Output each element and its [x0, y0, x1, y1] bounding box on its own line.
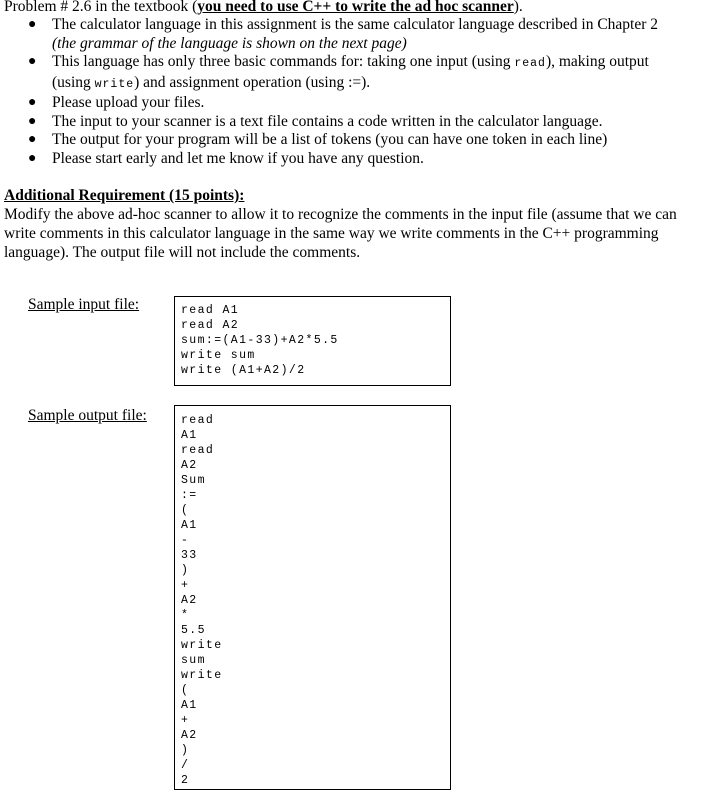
bullet-1-line-2: (the grammar of the language is shown on the next page): [52, 34, 407, 52]
token-line: A1: [181, 699, 198, 712]
token-line: A2: [181, 729, 198, 742]
problem-prefix: Problem # 2.6 in the textbook (: [4, 0, 198, 15]
token-line: :=: [181, 489, 198, 502]
list-item: ● Please start early and let me know if you have any question.: [28, 149, 424, 167]
write-keyword: write: [94, 77, 135, 91]
token-line: sum: [181, 654, 206, 667]
token-line: A2: [181, 459, 198, 472]
token-line: (: [181, 684, 190, 697]
input-line: read A2: [181, 319, 240, 332]
additional-requirement: [4, 186, 700, 262]
problem-heading: [4, 0, 523, 16]
token-line: A2: [181, 594, 198, 607]
bullet-icon: ●: [28, 17, 37, 32]
token-line: 33: [181, 549, 198, 562]
sample-input-box: [174, 296, 451, 386]
token-line: write: [181, 669, 223, 682]
bullet-1-line-1: The calculator language in this assignment is the same calculator language described in Chapter 2: [52, 16, 659, 33]
additional-body: Modify the above ad-hoc scanner to allow it to recognize the comments in the input file (assume that we can write comments in this calculator language in the same way we write comments in the C++ programming language). The output file will not include the comments.: [4, 206, 677, 261]
token-line: (: [181, 504, 190, 517]
additional-title: Additional Requirement (15 points):: [4, 187, 245, 204]
sample-output-box: [174, 405, 451, 790]
token-line: read: [181, 414, 215, 427]
list-item: [28, 16, 688, 53]
token-line: +: [181, 579, 190, 592]
problem-suffix: ).: [513, 0, 523, 15]
token-line: *: [181, 609, 190, 622]
token-line: write: [181, 639, 223, 652]
token-line: A1: [181, 429, 198, 442]
input-line: sum:=(A1-33)+A2*5.5: [181, 334, 339, 347]
input-line: write sum: [181, 349, 256, 362]
bullet-icon: ●: [28, 132, 37, 147]
token-line: 2: [181, 774, 190, 787]
token-line: read: [181, 444, 215, 457]
list-item: ● The output for your program will be a list of tokens (you can have one token in each line): [28, 131, 608, 148]
problem-emphasis: you need to use C++ to write the ad hoc scanner: [197, 0, 514, 15]
list-item: ● The input to your scanner is a text file contains a code written in the calculator language.: [28, 112, 603, 130]
bullet-icon: ●: [28, 113, 37, 129]
bullet-icon: ●: [28, 95, 37, 110]
token-line: +: [181, 714, 190, 727]
input-line: write (A1+A2)/2: [181, 364, 306, 377]
read-keyword: read: [514, 57, 546, 70]
token-line: ): [181, 564, 190, 577]
token-line: -: [181, 534, 190, 547]
sample-output-label: Sample output file:: [28, 407, 147, 424]
bullet-icon: ●: [28, 150, 37, 166]
list-item: ● Please upload your files.: [28, 94, 205, 111]
list-item: ● This language has only three basic commands for: taking one input (using read), making output (using write) and assignment operation (using :=).: [28, 53, 649, 91]
sample-input-label: Sample input file:: [28, 296, 140, 313]
bullet-icon: ●: [28, 54, 37, 69]
token-line: A1: [181, 519, 198, 532]
token-line: /: [181, 759, 190, 772]
token-line: Sum: [181, 474, 206, 487]
token-line: ): [181, 744, 190, 757]
instruction-list: [28, 16, 688, 168]
input-line: read A1: [181, 304, 240, 317]
token-line: 5.5: [181, 624, 206, 637]
